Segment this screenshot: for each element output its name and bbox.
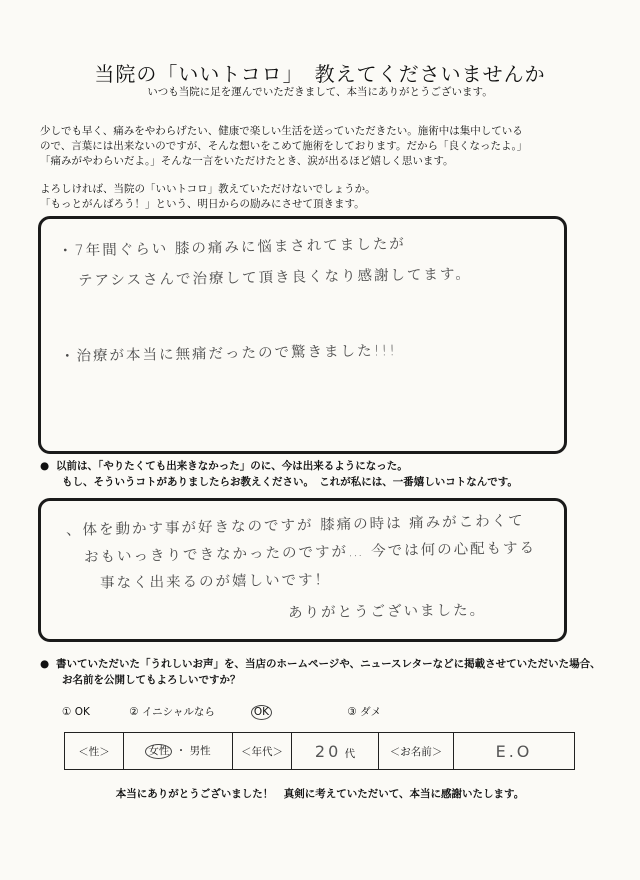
page-title: 当院の「いいトコロ」 教えてくださいませんか (94, 62, 546, 86)
gender-female-selected: 女性 (145, 744, 172, 759)
question-publish-consent (40, 656, 601, 688)
intro-line: 少しでも早く、痛みをやわらげたい、健康で楽しい生活を送っていただきたい。施術中は集中している (40, 125, 523, 137)
thank-you-footer: 本当にありがとうございました！ 真剣に考えていただいて、本当に感謝いたします。 (115, 788, 525, 800)
handwritten-answer-line: おもいっきりできなかったのですが… 今では何の心配もする (83, 540, 537, 566)
consent-options (62, 704, 417, 720)
option-ok[interactable]: ① OK (62, 706, 90, 718)
intro-line: よろしければ、当院の「いいトコロ」教えていただけないでしょうか。 (40, 183, 376, 195)
age-field[interactable] (292, 733, 379, 770)
handwritten-answer-line: テアシスさんで治療して頂き良くなり感謝してます。 (77, 266, 472, 290)
selected-circle-mark: OK (251, 705, 272, 720)
gender-separator: ・ (175, 745, 187, 757)
respondent-info-table (64, 732, 575, 770)
question-before-after (40, 458, 518, 490)
handwritten-answer-line: 、体を動かす事が好きなのですが 膝痛の時は 痛みがこわくて (65, 513, 525, 539)
gender-label: ＜性＞ (65, 733, 124, 770)
bullet-icon: ● (40, 658, 50, 670)
handwritten-answer-line: 事なく出来るのが嬉しいです！ (99, 572, 332, 592)
intro-request (40, 182, 610, 212)
page-subtitle: いつも当院に足を運んでいただきまして、本当にありがとうございます。 (147, 86, 493, 98)
option-no[interactable]: ③ ダメ (347, 706, 382, 718)
name-field[interactable]: E.O (454, 733, 575, 770)
age-value: 20 (314, 741, 342, 761)
question-text: もし、そういうコトがありましたらお教えください。 これが私には、一番嬉しいコトなんです。 (62, 476, 518, 488)
gender-male: 男性 (189, 745, 211, 757)
option-initials-ok[interactable] (129, 706, 308, 718)
intro-line: ので、言葉には出来ないのですが、そんな想いをこめて施術をしております。だから「良くなったよ。」 (40, 140, 528, 152)
age-suffix: 代 (344, 747, 356, 760)
handwritten-answer-line: ・治療が本当に無痛だったので驚きました!!! (59, 343, 398, 365)
gender-field[interactable] (124, 733, 233, 770)
intro-line: 「もっとがんばろう！」という、明日からの励みにさせて頂きます。 (40, 198, 365, 210)
handwritten-answer-line: ありがとうございました。 (287, 602, 487, 622)
option-text: ② イニシャルなら (129, 706, 215, 718)
age-label: ＜年代＞ (233, 733, 292, 770)
intro-line: 「痛みがやわらいだよ。」そんな一言をいただけたとき、涙が出るほど嬉しく思います。 (40, 155, 454, 167)
question-text: 以前は、「やりたくても出来きなかった」のに、今は出来るようになった。 (56, 460, 408, 472)
intro-paragraph (40, 124, 610, 169)
handwritten-answer-line: ・7年間ぐらい 膝の痛みに悩まされてましたが (57, 236, 407, 260)
bullet-icon: ● (40, 460, 50, 472)
question-text: 書いていただいた「うれしいお声」を、当店のホームページや、ニュースレターなどに掲載させていただいた場合、 (56, 658, 601, 670)
question-text: お名前を公開してもよろしいですか？ (62, 674, 241, 686)
name-label: ＜お名前＞ (379, 733, 454, 770)
